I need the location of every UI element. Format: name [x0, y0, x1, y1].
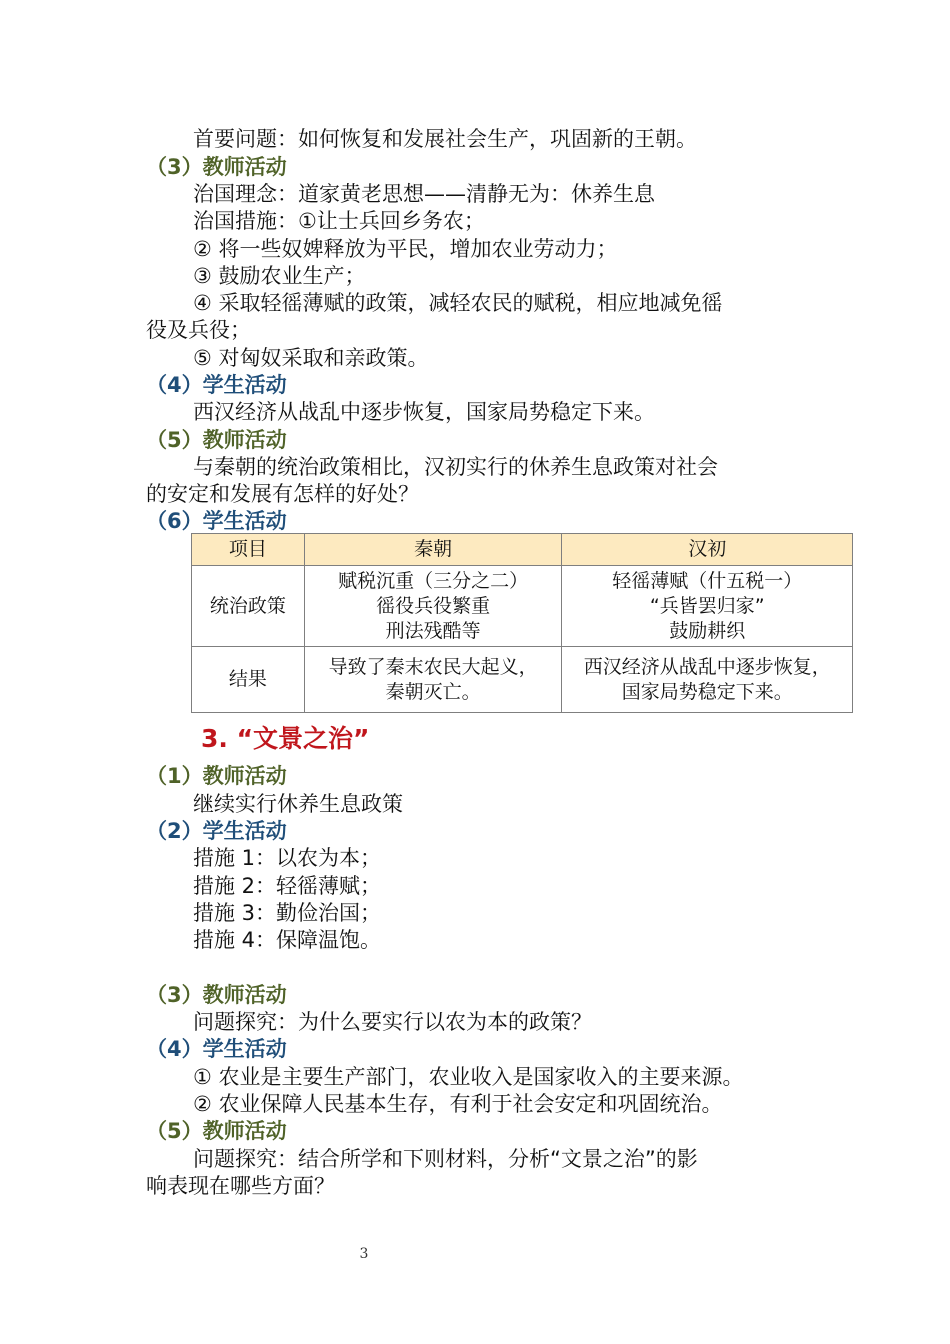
text-line: ④ 采取轻徭薄赋的政策，减轻农民的赋税，相应地减免徭 — [193, 291, 723, 315]
cell-line: 轻徭薄赋（什五税一） — [612, 569, 803, 592]
text-line: ① 农业是主要生产部门，农业收入是国家收入的主要来源。 — [193, 1065, 744, 1089]
table-header-row — [192, 534, 853, 566]
row-label: 统治政策 — [192, 566, 305, 647]
section-title: 3. “文景之治” — [201, 724, 370, 753]
text-line: 首要问题：如何恢复和发展社会生产，巩固新的王朝。 — [193, 127, 697, 151]
cell-line: 国家局势稳定下来。 — [621, 680, 793, 703]
row-label: 结果 — [192, 647, 305, 713]
cell-line: 导致了秦末农民大起义， — [328, 655, 538, 678]
heading-student-activity: （4）学生活动 — [146, 1037, 287, 1061]
text-line: 问题探究：为什么要实行以农为本的政策？ — [193, 1010, 592, 1034]
comparison-table — [191, 533, 853, 713]
text-line: 与秦朝的统治政策相比，汉初实行的休养生息政策对社会 — [193, 455, 718, 479]
qin-cell — [304, 566, 562, 647]
text-line: 治国理念：道家黄老思想——清静无为：休养生息 — [193, 182, 655, 206]
text-line: 治国措施：①让士兵回乡务农； — [193, 209, 485, 233]
heading-teacher-activity: （3）教师活动 — [146, 155, 287, 179]
text-line: 措施 4：保障温饱。 — [193, 928, 382, 952]
table-row — [192, 566, 853, 647]
text-line: 西汉经济从战乱中逐步恢复，国家局势稳定下来。 — [193, 400, 655, 424]
cell-line: 赋税沉重（三分之二） — [338, 569, 529, 592]
header-cell-item: 项目 — [192, 534, 305, 566]
han-cell — [562, 566, 853, 647]
qin-cell — [304, 647, 562, 713]
table-row — [192, 647, 853, 713]
text-line: 继续实行休养生息政策 — [193, 792, 403, 816]
text-line: 役及兵役； — [146, 318, 251, 342]
text-line: ③ 鼓励农业生产； — [193, 264, 366, 288]
cell-line: 刑法残酷等 — [385, 619, 481, 642]
cell-line: 徭役兵役繁重 — [376, 594, 491, 617]
text-line: ② 将一些奴婢释放为平民，增加农业劳动力； — [193, 237, 618, 261]
heading-teacher-activity: （1）教师活动 — [146, 764, 287, 788]
cell-line: “兵皆罢归家” — [649, 594, 765, 617]
text-line: 响表现在哪些方面？ — [146, 1174, 335, 1198]
text-line: 问题探究：结合所学和下则材料，分析“文景之治”的影 — [193, 1147, 698, 1171]
heading-student-activity: （6）学生活动 — [146, 509, 287, 533]
heading-teacher-activity: （5）教师活动 — [146, 1119, 287, 1143]
text-line: ⑤ 对匈奴采取和亲政策。 — [193, 346, 429, 370]
heading-student-activity: （4）学生活动 — [146, 373, 287, 397]
heading-teacher-activity: （5）教师活动 — [146, 428, 287, 452]
cell-line: 秦朝灭亡。 — [385, 680, 481, 703]
text-line: 措施 1：以农为本； — [193, 846, 382, 870]
page-number: 3 — [359, 1246, 369, 1262]
cell-line: 鼓励耕织 — [669, 619, 746, 642]
text-line: ② 农业保障人民基本生存，有利于社会安定和巩固统治。 — [193, 1092, 723, 1116]
han-cell — [562, 647, 853, 713]
text-line: 措施 2：轻徭薄赋； — [193, 874, 382, 898]
text-line: 的安定和发展有怎样的好处？ — [146, 482, 419, 506]
header-cell-han: 汉初 — [562, 534, 853, 566]
header-cell-qin: 秦朝 — [304, 534, 562, 566]
cell-line: 西汉经济从战乱中逐步恢复， — [583, 655, 831, 678]
heading-teacher-activity: （3）教师活动 — [146, 983, 287, 1007]
text-line: 措施 3：勤俭治国； — [193, 901, 382, 925]
heading-student-activity: （2）学生活动 — [146, 819, 287, 843]
